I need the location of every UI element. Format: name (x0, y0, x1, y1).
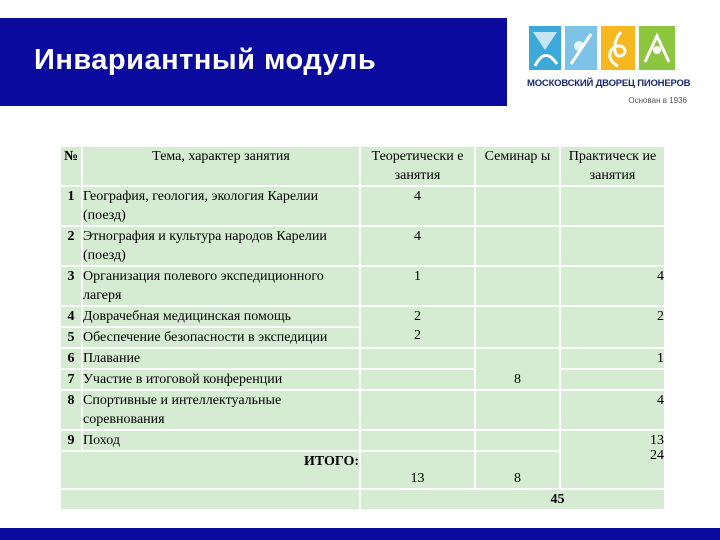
row-theme: Плавание (82, 348, 360, 369)
row-num: 6 (60, 348, 82, 369)
header-theme: Тема, характер занятия (82, 146, 360, 186)
row-theory: 2 (414, 328, 421, 343)
page-title: Инвариантный модуль (34, 44, 377, 76)
row-num: 8 (60, 390, 82, 430)
title-banner (0, 18, 507, 106)
row-theory (360, 369, 475, 390)
row-practice: 2 (560, 306, 665, 348)
total-seminar: 8 (475, 451, 560, 489)
row-practice: 4 (560, 266, 665, 306)
table-row (60, 226, 665, 266)
header-theory: Теоретически е занятия (360, 146, 475, 186)
row-seminar (475, 186, 560, 226)
palace-logo (527, 20, 707, 112)
logo-founded: Основан в 1936 (628, 96, 687, 105)
row-num: 4 (60, 306, 82, 327)
row-num: 9 (60, 430, 82, 451)
row-num: 5 (60, 327, 82, 348)
row-theory (360, 390, 475, 430)
grand-total-spacer (60, 489, 360, 510)
row-theme: Участие в итоговой конференции (82, 369, 360, 390)
row-seminar: 8 (475, 348, 560, 390)
row-seminar (475, 226, 560, 266)
grand-total-row (60, 489, 665, 510)
table-row (60, 306, 665, 327)
row-theory (360, 430, 475, 451)
header-practice: Практическ ие занятия (560, 146, 665, 186)
row-practice (560, 369, 665, 390)
row-theme: Этнография и культура народов Карелии (поезд) (82, 226, 360, 266)
row-theme: Поход (82, 430, 360, 451)
table-row (60, 348, 665, 369)
row-theory: 4 (360, 226, 475, 266)
table-row (60, 186, 665, 226)
header-num: № (60, 146, 82, 186)
row-theme: География, геология, экология Карелии (поезд) (82, 186, 360, 226)
total-label: ИТОГО: (60, 451, 360, 489)
row-seminar (475, 390, 560, 430)
bottom-bar (0, 528, 720, 540)
row-theme: Обеспечение безопасности в экспедиции (82, 327, 360, 348)
row-theory-multi (360, 306, 475, 348)
row-theory: 2 (414, 309, 421, 324)
row-theory (360, 348, 475, 369)
row-num: 7 (60, 369, 82, 390)
total-theory: 13 (360, 451, 475, 489)
row-seminar (475, 430, 560, 451)
row-practice (560, 186, 665, 226)
row-theory: 4 (360, 186, 475, 226)
total-practice: 24 (650, 448, 664, 463)
table-row (60, 430, 665, 451)
table-row (60, 390, 665, 430)
total-practice-cell (560, 430, 665, 489)
row-theme: Доврачебная медицинская помощь (82, 306, 360, 327)
row-theory: 1 (360, 266, 475, 306)
logo-emblem-icon (527, 20, 687, 76)
row-seminar (475, 306, 560, 348)
logo-name: МОСКОВСКИЙ ДВОРЕЦ ПИОНЕРОВ (527, 78, 691, 89)
row-practice (560, 226, 665, 266)
row-num: 3 (60, 266, 82, 306)
row-seminar (475, 266, 560, 306)
header-seminar: Семинар ы (475, 146, 560, 186)
row-num: 2 (60, 226, 82, 266)
row-theme: Спортивные и интеллектуальные соревнования (82, 390, 360, 430)
table-row (60, 266, 665, 306)
grand-total: 45 (360, 489, 665, 510)
total-practice-hike: 13 (650, 433, 664, 448)
row-theme: Организация полевого экспедиционного лагеря (82, 266, 360, 306)
curriculum-table (59, 145, 666, 511)
row-practice: 1 (560, 348, 665, 369)
row-practice: 4 (560, 390, 665, 430)
table-header-row (60, 146, 665, 186)
row-num: 1 (60, 186, 82, 226)
table-row (60, 369, 665, 390)
